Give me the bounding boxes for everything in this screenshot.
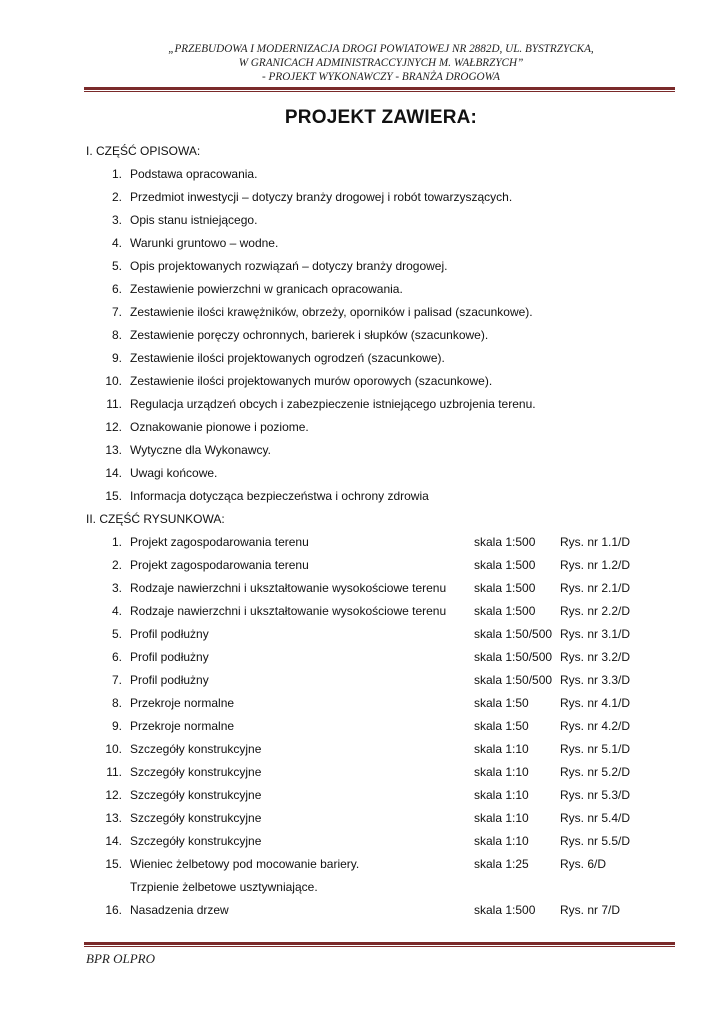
list-item: 2. Przedmiot inwestycji – dotyczy branży drogowej i robót towarzyszących. [111, 190, 513, 204]
list-item: 13. Wytyczne dla Wykonawcy. [105, 443, 271, 457]
header-line-2: W GRANICACH ADMINISTRACCYJNYCH M. WAŁBRZYCH” [238, 57, 524, 69]
drawing-row: 3. Rodzaje nawierzchni i ukształtowanie wysokościowe terenu skala 1:500 Rys. nr 2.1/D [111, 581, 631, 595]
drawing-row: 15. Wieniec żelbetowy pod mocowanie bariery. skala 1:25 Rys. 6/D [105, 857, 607, 871]
list-item: 3. Opis stanu istniejącego. [111, 213, 258, 227]
header-divider [84, 87, 675, 92]
list-item: 10. Zestawienie ilości projektowanych murów oporowych (szacunkowe). [105, 374, 493, 388]
drawing-row: 11. Szczegóły konstrukcyjne skala 1:10 Rys. nr 5.2/D [106, 765, 631, 779]
drawing-row: 5. Profil podłużny skala 1:50/500 Rys. nr 3.1/D [111, 627, 631, 641]
section-heading-drawings: II. CZĘŚĆ RYSUNKOWA: [86, 512, 225, 526]
drawing-row: Trzpienie żelbetowe usztywniające. [130, 880, 318, 894]
drawing-row: 13. Szczegóły konstrukcyjne skala 1:10 Rys. nr 5.4/D [105, 811, 631, 825]
list-item: 9. Zestawienie ilości projektowanych ogrodzeń (szacunkowe). [111, 351, 445, 365]
list-item: 6. Zestawienie powierzchni w granicach opracowania. [111, 282, 403, 296]
list-item: 8. Zestawienie poręczy ochronnych, barierek i słupków (szacunkowe). [111, 328, 489, 342]
drawing-row: 2. Projekt zagospodarowania terenu skala 1:500 Rys. nr 1.2/D [111, 558, 631, 572]
list-item: 1. Podstawa opracowania. [111, 167, 258, 181]
list-item: 4. Warunki gruntowo – wodne. [111, 236, 279, 250]
list-item: 15. Informacja dotycząca bezpieczeństwa i ochrony zdrowia [105, 489, 429, 503]
page-title: PROJEKT ZAWIERA: [284, 107, 478, 128]
footer-divider [84, 942, 675, 947]
drawing-row: 9. Przekroje normalne skala 1:50 Rys. nr 4.2/D [111, 719, 631, 733]
list-item: 12. Oznakowanie pionowe i poziome. [105, 420, 309, 434]
drawing-row: 16. Nasadzenia drzew skala 1:500 Rys. nr 7/D [105, 903, 621, 917]
header-line-3: - PROJEKT WYKONAWCZY - BRANŻA DROGOWA [262, 71, 500, 83]
drawing-row: 6. Profil podłużny skala 1:50/500 Rys. nr 3.2/D [111, 650, 631, 664]
list-item: 11. Regulacja urządzeń obcych i zabezpieczenie istniejącego uzbrojenia terenu. [106, 397, 536, 411]
footer-company: BPR OLPRO [86, 951, 155, 966]
drawing-row: 10. Szczegóły konstrukcyjne skala 1:10 Rys. nr 5.1/D [105, 742, 631, 756]
list-item: 5. Opis projektowanych rozwiązań – dotyczy branży drogowej. [111, 259, 448, 273]
drawing-row: 1. Projekt zagospodarowania terenu skala 1:500 Rys. nr 1.1/D [111, 535, 631, 549]
drawing-row: 12. Szczegóły konstrukcyjne skala 1:10 Rys. nr 5.3/D [105, 788, 631, 802]
drawing-row: 8. Przekroje normalne skala 1:50 Rys. nr 4.1/D [111, 696, 631, 710]
drawing-row: 7. Profil podłużny skala 1:50/500 Rys. nr 3.3/D [111, 673, 631, 687]
section-heading-descriptive: I. CZĘŚĆ OPISOWA: [86, 144, 201, 158]
list-item: 7. Zestawienie ilości krawężników, obrzeży, oporników i palisad (szacunkowe). [111, 305, 533, 319]
document-header [86, 42, 676, 84]
drawing-row: 4. Rodzaje nawierzchni i ukształtowanie wysokościowe terenu skala 1:500 Rys. nr 2.2/D [111, 604, 631, 618]
list-item: 14. Uwagi końcowe. [105, 466, 218, 480]
header-line-1: „PRZEBUDOWA I MODERNIZACJA DROGI POWIATOWEJ NR 2882D, UL. BYSTRZYCKA, [168, 43, 594, 55]
drawing-row: 14. Szczegóły konstrukcyjne skala 1:10 Rys. nr 5.5/D [105, 834, 631, 848]
